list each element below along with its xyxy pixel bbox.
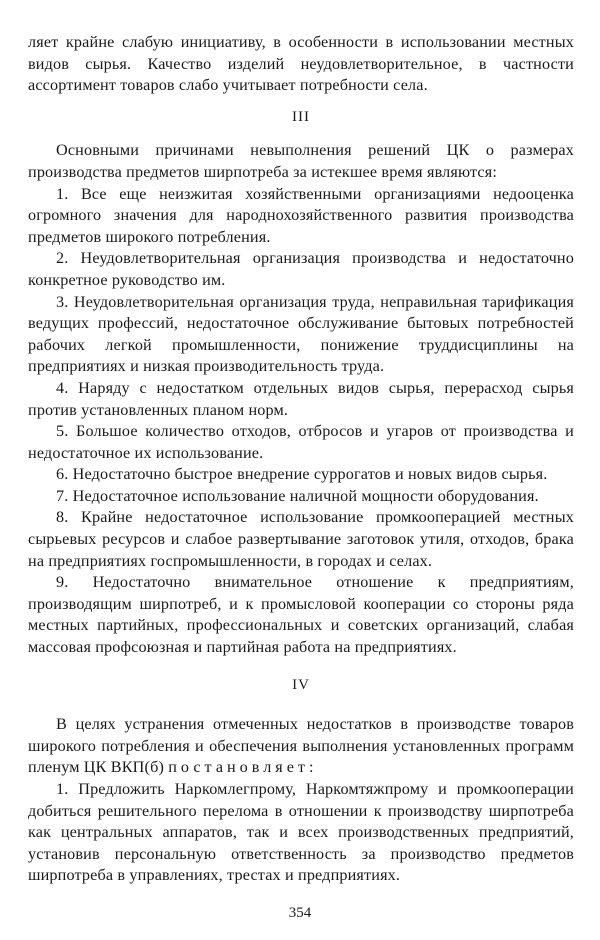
section-4-lead (28, 714, 574, 779)
section-3-item-2: 2. Неудовлетворительная организация производства и недостаточно конкретное руководство им. (28, 249, 574, 289)
section-3-item-5: 5. Большое количество отходов, отбросов и угаров от производства и недостаточное их использование. (28, 422, 574, 462)
section-4-lead-emphasis: постановляет: (168, 758, 318, 777)
section-3-item-9: 9. Недостаточно внимательное отношение к предприятиям, производящим ширпотреб, и к промысловой кооперации со стороны ряда местных партийных, профессиональных и советских организаций, слабая массовая профсоюзная и партийная работа на предприятиях. (28, 573, 574, 657)
document-page (28, 32, 574, 887)
section-4-item-1: 1. Предложить Наркомлегпрому, Наркомтяжпрому и промкооперации добиться решительного перелома в отношении к производству ширпотреба как центральных аппаратов, так и всех производственных предприятий, установив персональную ответственность за производство предметов ширпотреба в управлениях, трестах и предприятиях. (28, 780, 574, 885)
section-3-lead: Основными причинами невыполнения решений ЦК о размерах производства предметов ширпотреба за истекшее время являются: (28, 141, 574, 181)
section-heading-iv: IV (292, 676, 310, 693)
section-4-lead-text: В целях устранения отмеченных недостатков в производстве товаров широкого потребления и обеспечения выполнения установленных программ пленум ЦК ВКП(б) (28, 715, 574, 777)
section-heading-iii: III (292, 108, 310, 125)
section-3-item-1: 1. Все еще неизжитая хозяйственными организациями недооценка огромного значения для народнохозяйственного развития производства предметов широкого потребления. (28, 184, 574, 246)
section-3-item-7: 7. Недостаточное использование наличной мощности оборудования. (56, 486, 539, 505)
section-3-item-8: 8. Крайне недостаточное использование промкооперацией местных сырьевых ресурсов и слабое развертывание заготовок утиля, отходов, брака на предприятиях госпромышленности, в городах и селах. (28, 508, 574, 570)
page-number: 354 (288, 905, 312, 921)
intro-paragraph: ляет крайне слабую инициативу, в особенности в использовании местных видов сырья. Качество изделий неудовлетворительное, в частности ассортимент товаров слабо учитывает потребности села. (28, 33, 574, 95)
section-3-item-4: 4. Наряду с недостатком отдельных видов сырья, перерасход сырья против установленных планом норм. (28, 378, 574, 419)
section-3-item-6: 6. Недостаточно быстрое внедрение суррогатов и новых видов сырья. (56, 465, 548, 484)
section-3-item-3: 3. Неудовлетворительная организация труда, неправильная тарификация ведущих профессий, недостаточное обслуживание бытовых потребностей рабочих легкой промышленности, понижение труддисциплины на предприятиях и низкая производительность труда. (28, 292, 574, 376)
